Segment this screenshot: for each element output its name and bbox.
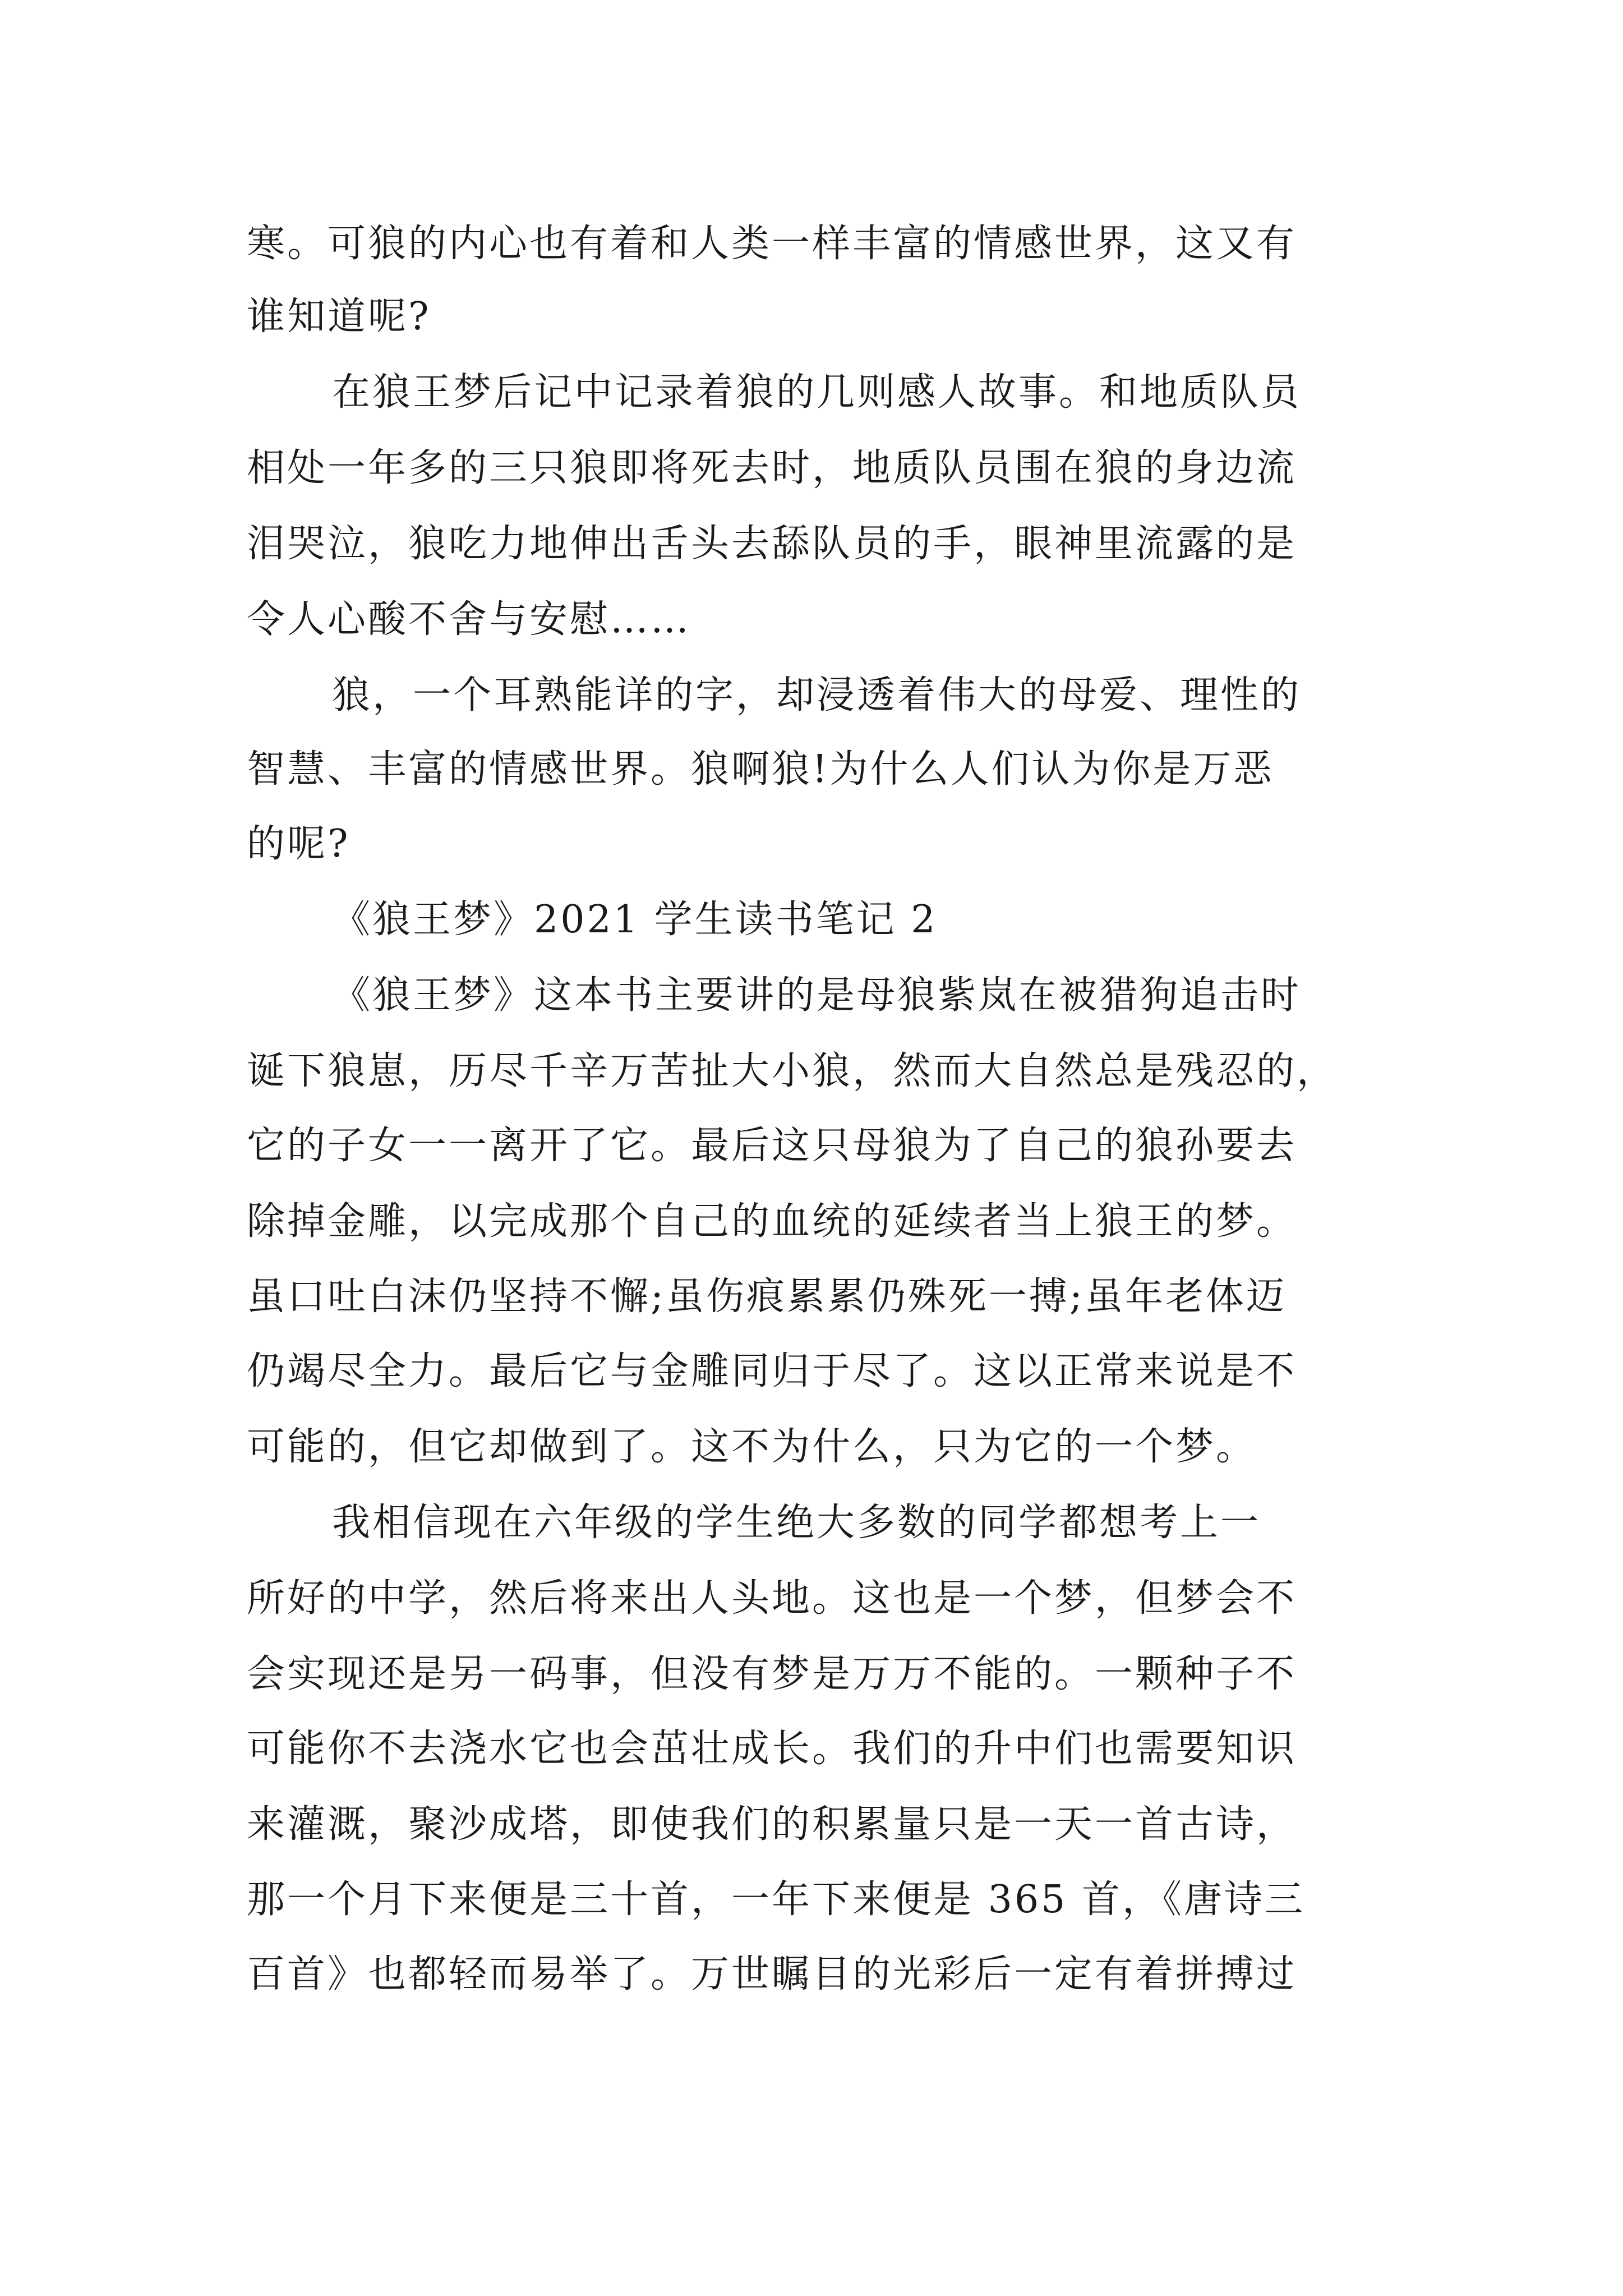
text-line: 会实现还是另一码事，但没有梦是万万不能的。一颗种子不 xyxy=(247,1652,1297,1696)
text-line: 可能你不去浇水它也会茁壮成长。我们的升中们也需要知识 xyxy=(247,1727,1297,1771)
paragraph-first-line: 《狼王梦》这本书主要讲的是母狼紫岚在被猎狗追击时 xyxy=(332,973,1302,1018)
text-line: 智慧、丰富的情感世界。狼啊狼!为什么人们认为你是万恶 xyxy=(247,747,1274,792)
text-line: 所好的中学，然后将来出人头地。这也是一个梦，但梦会不 xyxy=(247,1576,1297,1621)
text-line: 泪哭泣，狼吃力地伸出舌头去舔队员的手，眼神里流露的是 xyxy=(247,522,1297,566)
text-line: 的呢? xyxy=(247,822,351,866)
text-line: 可能的，但它却做到了。这不为什么，只为它的一个梦。 xyxy=(247,1425,1257,1469)
text-line: 虽口吐白沫仍坚持不懈;虽伤痕累累仍殊死一搏;虽年老体迈 xyxy=(247,1274,1287,1319)
section-heading: 《狼王梦》2021 学生读书笔记 2 xyxy=(332,898,938,942)
text-line: 仍竭尽全力。最后它与金雕同归于尽了。这以正常来说是不 xyxy=(247,1349,1297,1393)
text-line: 除掉金雕，以完成那个自己的血统的延续者当上狼王的梦。 xyxy=(247,1199,1297,1244)
text-line: 诞下狼崽，历尽千辛万苦扯大小狼，然而大自然总是残忍的， xyxy=(247,1049,1338,1093)
text-line: 谁知道呢? xyxy=(247,295,431,339)
text-line: 相处一年多的三只狼即将死去时，地质队员围在狼的身边流 xyxy=(247,446,1297,490)
text-line: 令人心酸不舍与安慰…… xyxy=(247,597,691,642)
text-line: 百首》也都轻而易举了。万世瞩目的光彩后一定有着拼搏过 xyxy=(247,1952,1297,1996)
text-line: 来灌溉，聚沙成塔，即使我们的积累量只是一天一首古诗， xyxy=(247,1802,1297,1847)
paragraph-first-line: 狼，一个耳熟能详的字，却浸透着伟大的母爱、理性的 xyxy=(332,673,1302,717)
paragraph-first-line: 在狼王梦后记中记录着狼的几则感人故事。和地质队员 xyxy=(332,370,1302,415)
text-line: 寒。可狼的内心也有着和人类一样丰富的情感世界，这又有 xyxy=(247,222,1297,266)
text-line: 那一个月下来便是三十首，一年下来便是 365 首，《唐诗三 xyxy=(247,1878,1306,1922)
text-line: 它的子女一一离开了它。最后这只母狼为了自己的狼孙要去 xyxy=(247,1124,1297,1168)
paragraph-first-line: 我相信现在六年级的学生绝大多数的同学都想考上一 xyxy=(332,1501,1261,1545)
